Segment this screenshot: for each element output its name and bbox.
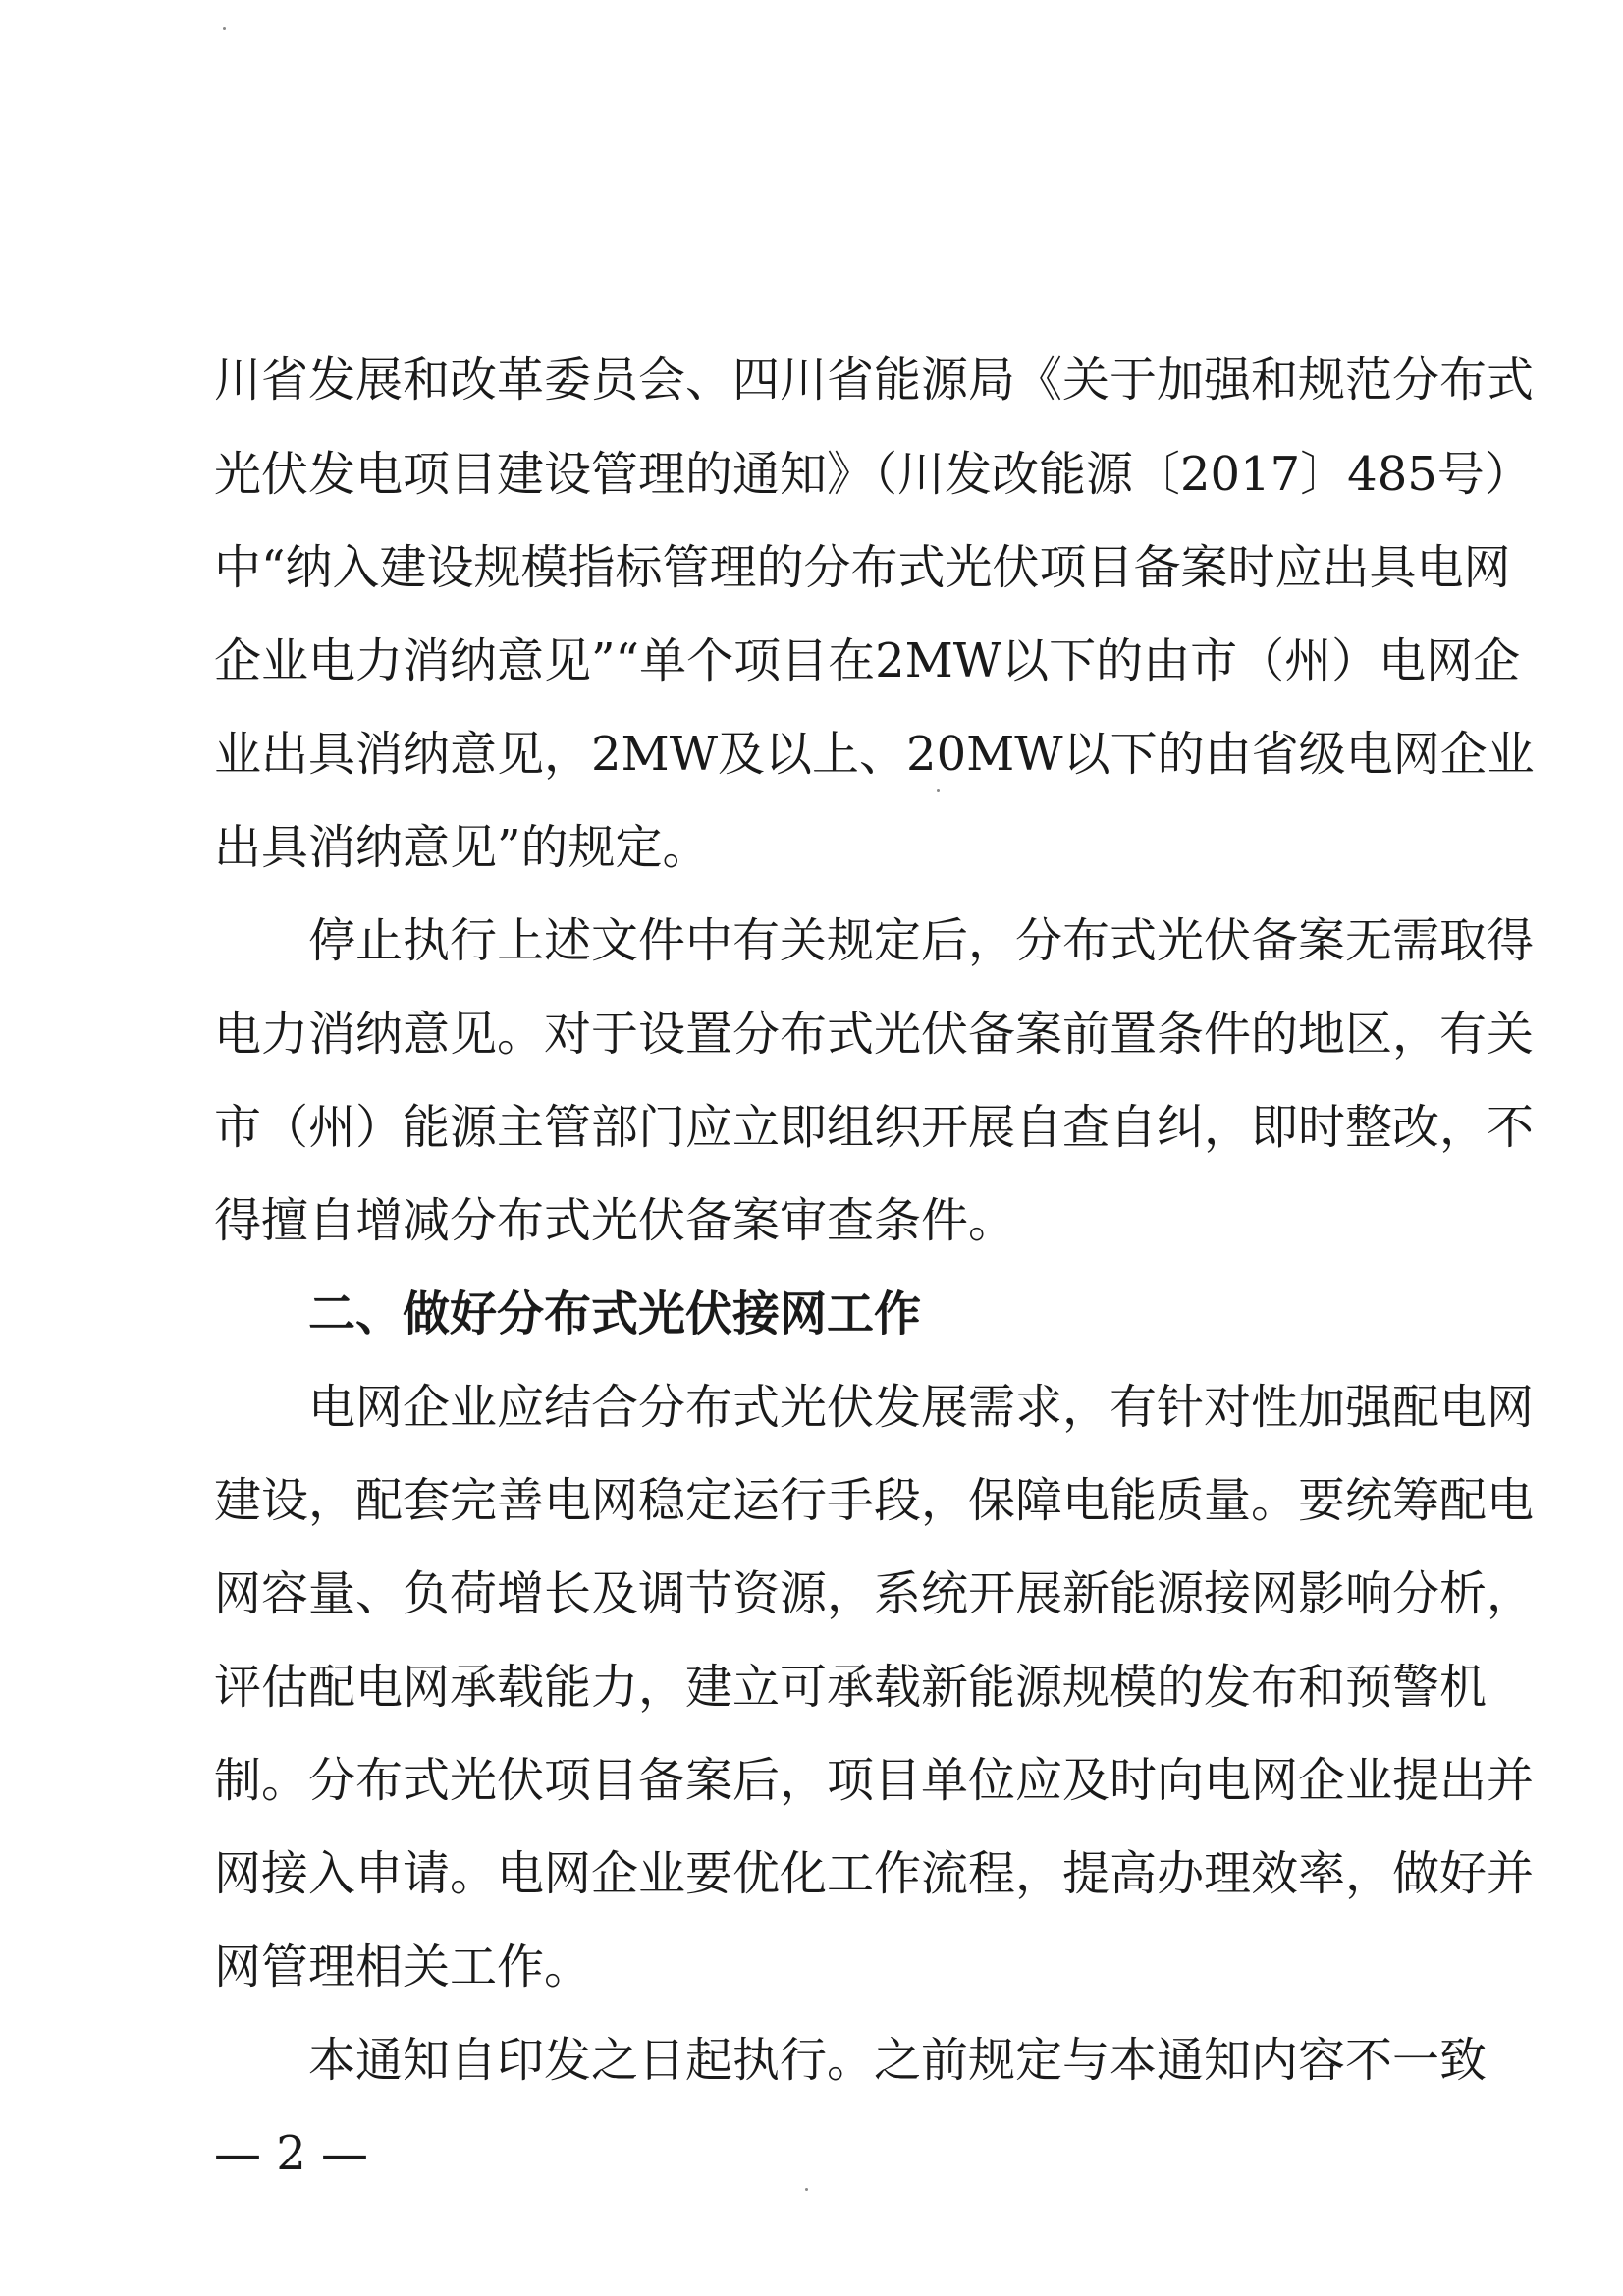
paragraph-1-line-5: 业出具消纳意见，2MW及以上、20MW以下的由省级电网企业 <box>214 727 1535 782</box>
paragraph-2-line-1: 停止执行上述文件中有关规定后，分布式光伏备案无需取得 <box>308 913 1535 968</box>
paragraph-3-line-4: 评估配电网承载能力，建立可承载新能源规模的发布和预警机 <box>214 1660 1488 1715</box>
paragraph-3-line-6: 网接入申请。电网企业要优化工作流程，提高办理效率，做好并 <box>214 1846 1535 1901</box>
paragraph-2-line-4: 得擅自增减分布式光伏备案审查条件。 <box>214 1193 1016 1248</box>
paragraph-1-line-4: 企业电力消纳意见”“单个项目在2MW以下的由市（州）电网企 <box>214 633 1521 688</box>
section-heading: 二、做好分布式光伏接网工作 <box>308 1286 922 1341</box>
paragraph-3-line-3: 网容量、负荷增长及调节资源，系统开展新能源接网影响分析， <box>214 1566 1535 1621</box>
scan-speck <box>223 27 226 30</box>
paragraph-2-line-3: 市（州）能源主管部门应立即组织开展自查自纠，即时整改，不 <box>214 1100 1535 1155</box>
paragraph-2-line-2: 电力消纳意见。对于设置分布式光伏备案前置条件的地区，有关 <box>214 1007 1535 1062</box>
scan-speck <box>937 789 940 792</box>
paragraph-1-line-2: 光伏发电项目建设管理的通知》（川发改能源〔2017〕485号） <box>214 447 1532 502</box>
paragraph-3-line-2: 建设，配套完善电网稳定运行手段，保障电能质量。要统筹配电 <box>214 1473 1535 1528</box>
paragraph-4-line-1: 本通知自印发之日起执行。之前规定与本通知内容不一致 <box>308 2033 1488 2088</box>
paragraph-3-line-7: 网管理相关工作。 <box>214 1940 592 1995</box>
paragraph-1-line-1: 川省发展和改革委员会、四川省能源局《关于加强和规范分布式 <box>214 353 1535 408</box>
paragraph-3-line-5: 制。分布式光伏项目备案后，项目单位应及时向电网企业提出并 <box>214 1753 1535 1808</box>
scan-speck <box>805 2188 808 2191</box>
page-number: — 2 — <box>214 2126 369 2181</box>
paragraph-1-line-3: 中“纳入建设规模指标管理的分布式光伏项目备案时应出具电网 <box>214 540 1511 595</box>
paragraph-3-line-1: 电网企业应结合分布式光伏发展需求，有针对性加强配电网 <box>308 1380 1535 1435</box>
paragraph-1-line-6: 出具消纳意见”的规定。 <box>214 820 710 875</box>
